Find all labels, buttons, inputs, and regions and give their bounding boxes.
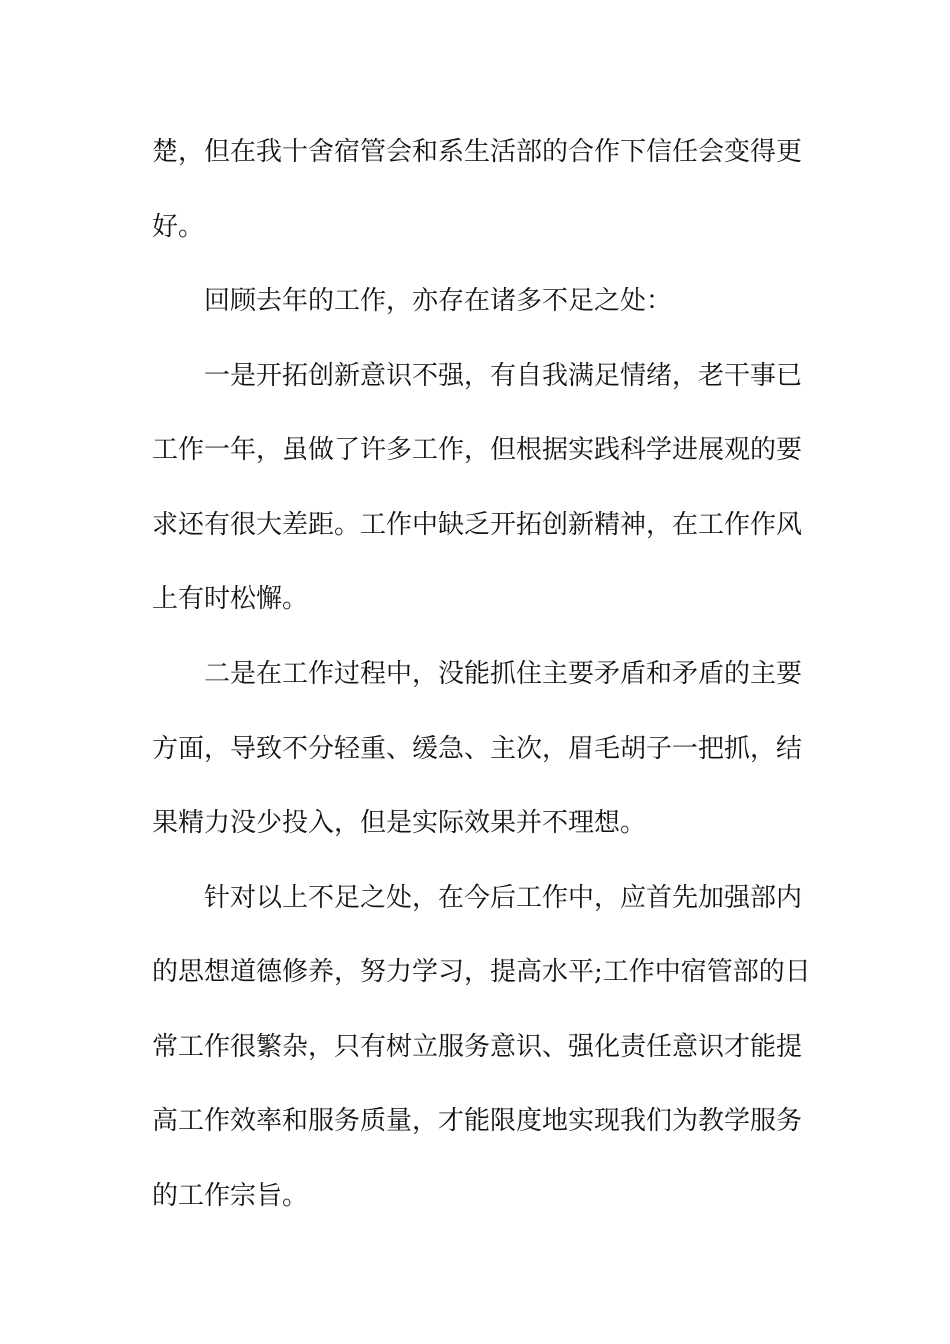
text-line: 楚，但在我十舍宿管会和系生活部的合作下信任会变得更	[152, 137, 803, 167]
text-line: 常工作很繁杂，只有树立服务意识、强化责任意识才能提	[152, 1032, 803, 1062]
text-line: 求还有很大差距。工作中缺乏开拓创新精神，在工作作风	[152, 510, 803, 540]
text-line: 果精力没少投入，但是实际效果并不理想。	[152, 808, 647, 838]
paragraph-start-line: 一是开拓创新意识不强，有自我满足情绪，老干事已	[204, 361, 803, 391]
text-line: 高工作效率和服务质量，才能限度地实现我们为教学服务	[152, 1106, 803, 1136]
text-line: 的工作宗旨。	[152, 1181, 309, 1211]
text-line: 上有时松懈。	[152, 584, 309, 614]
paragraph-start-line: 回顾去年的工作，亦存在诸多不足之处：	[204, 286, 673, 316]
text-line: 工作一年，虽做了许多工作，但根据实践科学进展观的要	[152, 435, 803, 465]
text-line: 方面，导致不分轻重、缓急、主次，眉毛胡子一把抓，结	[152, 734, 803, 764]
text-line: 的思想道德修养，努力学习，提高水平;工作中宿管部的日	[152, 957, 811, 987]
paragraph-start-line: 二是在工作过程中，没能抓住主要矛盾和矛盾的主要	[204, 659, 803, 689]
text-line: 好。	[152, 212, 205, 242]
paragraph-start-line: 针对以上不足之处，在今后工作中，应首先加强部内	[204, 883, 803, 913]
